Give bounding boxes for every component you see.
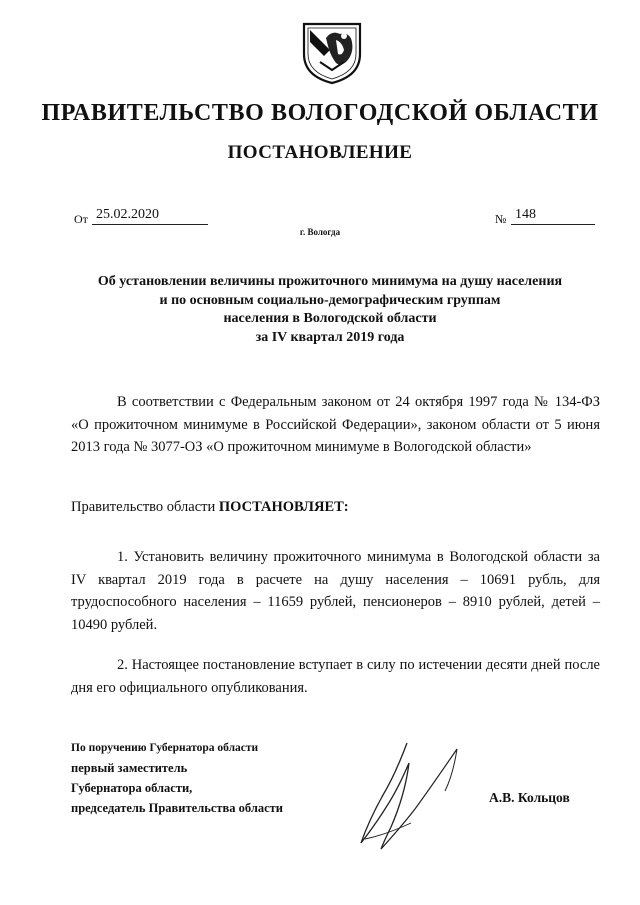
signer-line: По поручению Губернатора области: [71, 742, 259, 754]
city-label: г. Вологда: [299, 227, 341, 237]
decree-word: ПОСТАНОВЛЯЕТ:: [218, 499, 349, 515]
government-title: ПРАВИТЕЛЬСТВО ВОЛОГОДСКОЙ ОБЛАСТИ: [41, 100, 599, 126]
signer-block: [71, 738, 283, 818]
signer-line: первый заместитель: [71, 761, 188, 775]
signer-name: А.В. Кольцов: [489, 790, 570, 805]
decree-prefix: Правительство области: [71, 499, 219, 515]
vologda-coat-of-arms-icon: [300, 20, 364, 86]
subject-line: за IV квартал 2019 года: [255, 329, 405, 345]
document-type: ПОСТАНОВЛЕНИЕ: [227, 142, 413, 163]
signer-line: председатель Правительства области: [71, 801, 283, 815]
number-label: №: [495, 212, 507, 226]
subject-line: Об установлении величины прожиточного минимума на душу населения: [97, 274, 563, 289]
date-value: 25.02.2020: [92, 207, 208, 225]
paragraph-1: 1. Установить величину прожиточного минимума в Вологодской области за IV квартал 2019 года в расчете на душу населения – 10691 рубль, для трудоспособного населения – 11659 рублей, пенсионеров – 8910 рублей, детей – 10490 рублей.: [71, 549, 600, 633]
number-value: 148: [511, 207, 595, 225]
document-subject: [60, 273, 600, 347]
handwritten-signature-icon: [345, 735, 475, 855]
decree-line: [71, 496, 349, 518]
subject-line: и по основным социально-демографическим группам: [159, 292, 501, 308]
subject-line: населения в Вологодской области: [223, 311, 437, 326]
date-label: От: [74, 212, 88, 226]
paragraph-2: 2. Настоящее постановление вступает в силу по истечении десяти дней после дня его официального опубликования.: [71, 657, 600, 696]
signer-line: Губернатора области,: [71, 781, 193, 795]
preamble-paragraph: В соответствии с Федеральным законом от 24 октября 1997 года № 134-ФЗ «О прожиточном минимуме в Российской Федерации», законом области от 5 июня 2013 года № 3077-ОЗ «О прожиточном минимуме в Вологодской области»: [71, 394, 600, 455]
